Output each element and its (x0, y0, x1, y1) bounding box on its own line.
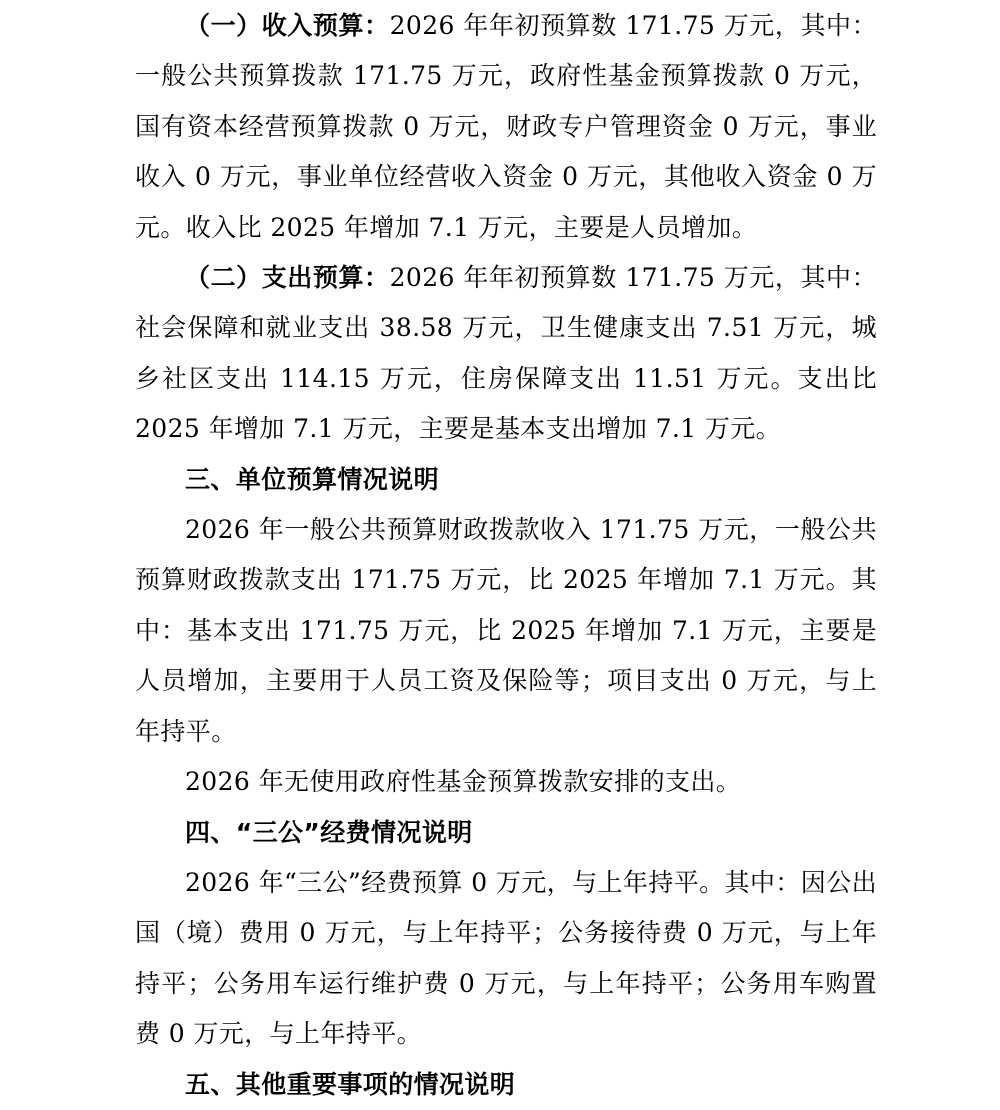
section-3-paragraph-2: 2026 年无使用政府性基金预算拨款安排的支出。 (185, 767, 742, 797)
section-5-heading: 五、其他重要事项的情况说明 (185, 1069, 516, 1099)
section-4-heading: 四、“三公”经费情况说明 (185, 817, 473, 847)
income-budget-lead: （一）收入预算： (185, 11, 390, 40)
expense-budget-lead: （二）支出预算： (185, 263, 390, 293)
income-budget-text: 2026 年年初预算数 171.75 万元，其中：一般公共预算拨款 171.75 万元，政府性基金预算拨款 0 万元，国有资本经营预算拨款 0 万元，财政专户管理资金 0 万元，事业收入 0 万元，事业单位经营收入资金 0 万元，其他收入资金 0 万元。收入比 2025 年增加 7.1 万元，主要是人员增加。 (135, 11, 877, 242)
income-budget-paragraph (135, 1, 877, 253)
section-3-paragraph-1: 2026 年一般公共预算财政拨款收入 171.75 万元，一般公共预算财政拨款支出 171.75 万元，比 2025 年增加 7.1 万元。其中：基本支出 171.75 万元，比 2025 年增加 7.1 万元，主要是人员增加，主要用于人员工资及保险等；项目支出 0 万元，与上年持平。 (135, 515, 877, 746)
expense-budget-text: 2026 年年初预算数 171.75 万元，其中：社会保障和就业支出 38.58 万元，卫生健康支出 7.51 万元，城乡社区支出 114.15 万元，住房保障支出 11.51 万元。支出比 2025 年增加 7.1 万元，主要是基本支出增加 7.1 万元。 (135, 263, 877, 444)
section-4-paragraph-1: 2026 年“三公”经费预算 0 万元，与上年持平。其中：因公出国（境）费用 0 万元，与上年持平；公务接待费 0 万元，与上年持平；公务用车运行维护费 0 万元，与上年持平；公务用车购置费 0 万元，与上年持平。 (135, 867, 877, 1049)
section-3-heading: 三、单位预算情况说明 (185, 464, 440, 494)
expense-budget-paragraph (135, 253, 877, 455)
document-page (135, 0, 877, 1110)
